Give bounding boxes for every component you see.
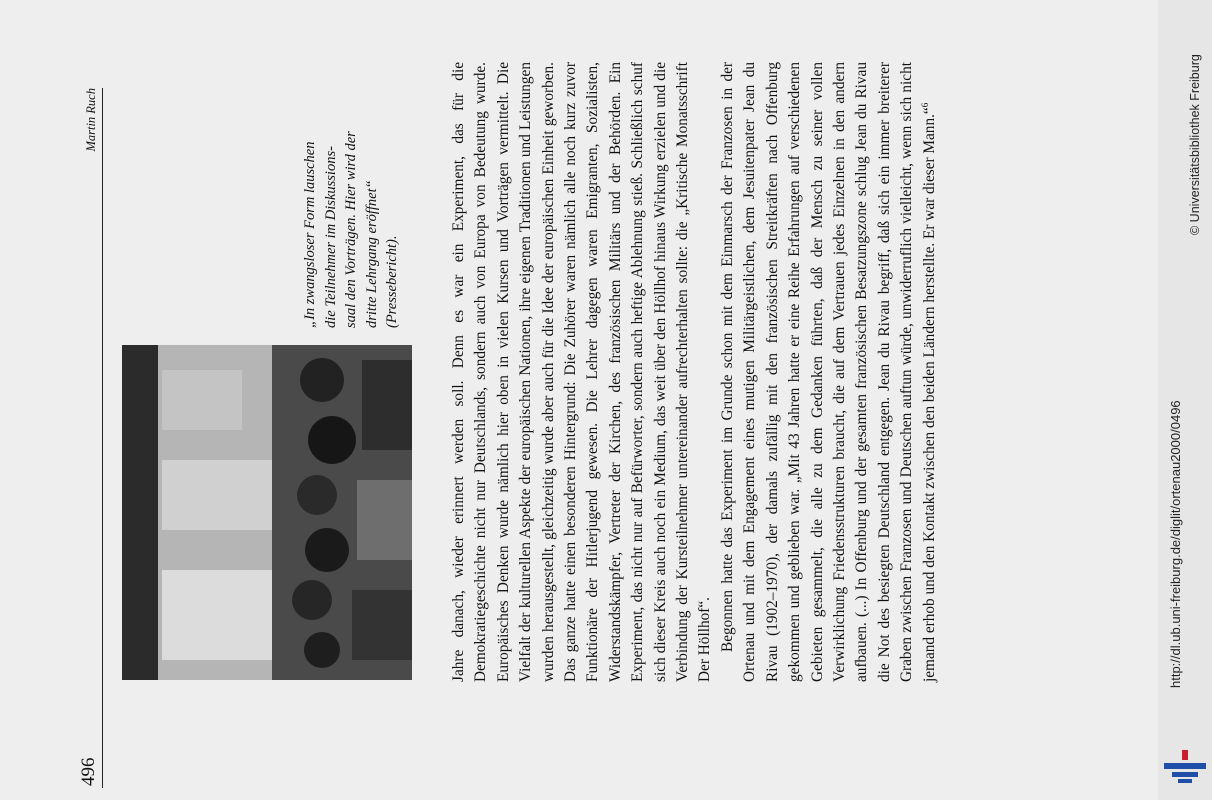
lecture-hall-photo [122, 345, 412, 680]
page-number: 496 [78, 757, 99, 786]
copyright-notice: © Universitätsbibliothek Freiburg [1188, 54, 1202, 235]
footnote-reference[interactable]: 6 [919, 102, 930, 108]
body-paragraph-2 [717, 62, 941, 682]
viewer-sidebar [1158, 0, 1212, 800]
photo-icon [122, 345, 412, 680]
sidebar-content [1158, 0, 1212, 800]
paragraph-2-text: Begonnen hatte das Experiment im Grunde schon mit dem Einmarsch der Franzosen in der Ortenau und mit dem Engagement eines mutigen Militärgeistlichen, dem Jesuitenpater Jean du Rivau (1902–1970), der damals zufällig mit den französischen Streitkräften nach Offenburg gekommen und geblieben war. „Mit 43 Jahren hatte er eine Reihe Erfahrungen auf verschiedenen Gebieten gesammelt, die alle zu dem Gedanken führten, daß der Mensch zu seiner vollen Verwirklichung Friedensstrukturen braucht, die auf dem Vertrauen jedes Einzelnen in den andern aufbauen. (...) In Offenburg und der gesamten französischen Besatzungszone schlug Jean du Rivau die Not des besiegten Deutschland entgegen. Jean du Rivau begriff, daß sich ein immer breiterer Graben zwischen Franzosen und Deutschen auftun würde, unwiderruflich vielleicht, wenn sich nicht jemand erhob und den Kontakt zwischen den beiden Ländern herstellte. Er war dieser Mann.“ [718, 62, 938, 682]
header-rule [102, 88, 103, 788]
photo-caption: „In zwangsloser Form lauschen die Teilnehmer im Diskussions- saal den Vorträgen. Hier wird der dritte Lehrgang eröffnet“ (Pressebericht). [302, 131, 400, 328]
body-paragraph-1: Jahre danach, wieder erinnert werden soll. Denn es war ein Experiment, das für die Demokratiegeschichte nicht nur Deutschlands, sondern auch von Europa von Bedeutung wurde. Europäisches Denken wurde nämlich hier oben in vielen Kursen und Vorträgen vermittelt. Die Vielfalt der kulturellen Aspekte der europäischen Nationen, ihre eigenen Traditionen und Leistungen wurden herausgestellt, gleichzeitig wurde aber auch für die Idee der europäischen Einheit geworben. Das ganze hatte einen besonderen Hintergrund: Die Zuhörer waren nämlich alle noch kurz zuvor Funktionäre der Hitlerjugend gewesen. Die Lehrer dagegen waren Emigranten, Sozialisten, Widerstandskämpfer, Vertreter der Kirchen, des französischen Militärs und der Behörden. Ein Experiment, das nicht nur auf Befürworter, sondern auch heftige Ablehnung stieß. Schließlich schuf sich dieser Kreis auch noch ein Medium, das weit über den Höllhof hinaus Wirkung erzielen und die Verbindung der Kursteilnehmer untereinander aufrechterhalten sollte: die „Kritische Monatsschrift Der Höllhof“. [450, 62, 714, 682]
ub-freiburg-logo-icon [1162, 746, 1208, 786]
permalink-url[interactable]: http://dl.ub.uni-freiburg.de/diglit/ortenau2000/0496 [1168, 400, 1183, 688]
running-head: Martin Ruch [84, 88, 98, 152]
body-text [448, 62, 941, 682]
